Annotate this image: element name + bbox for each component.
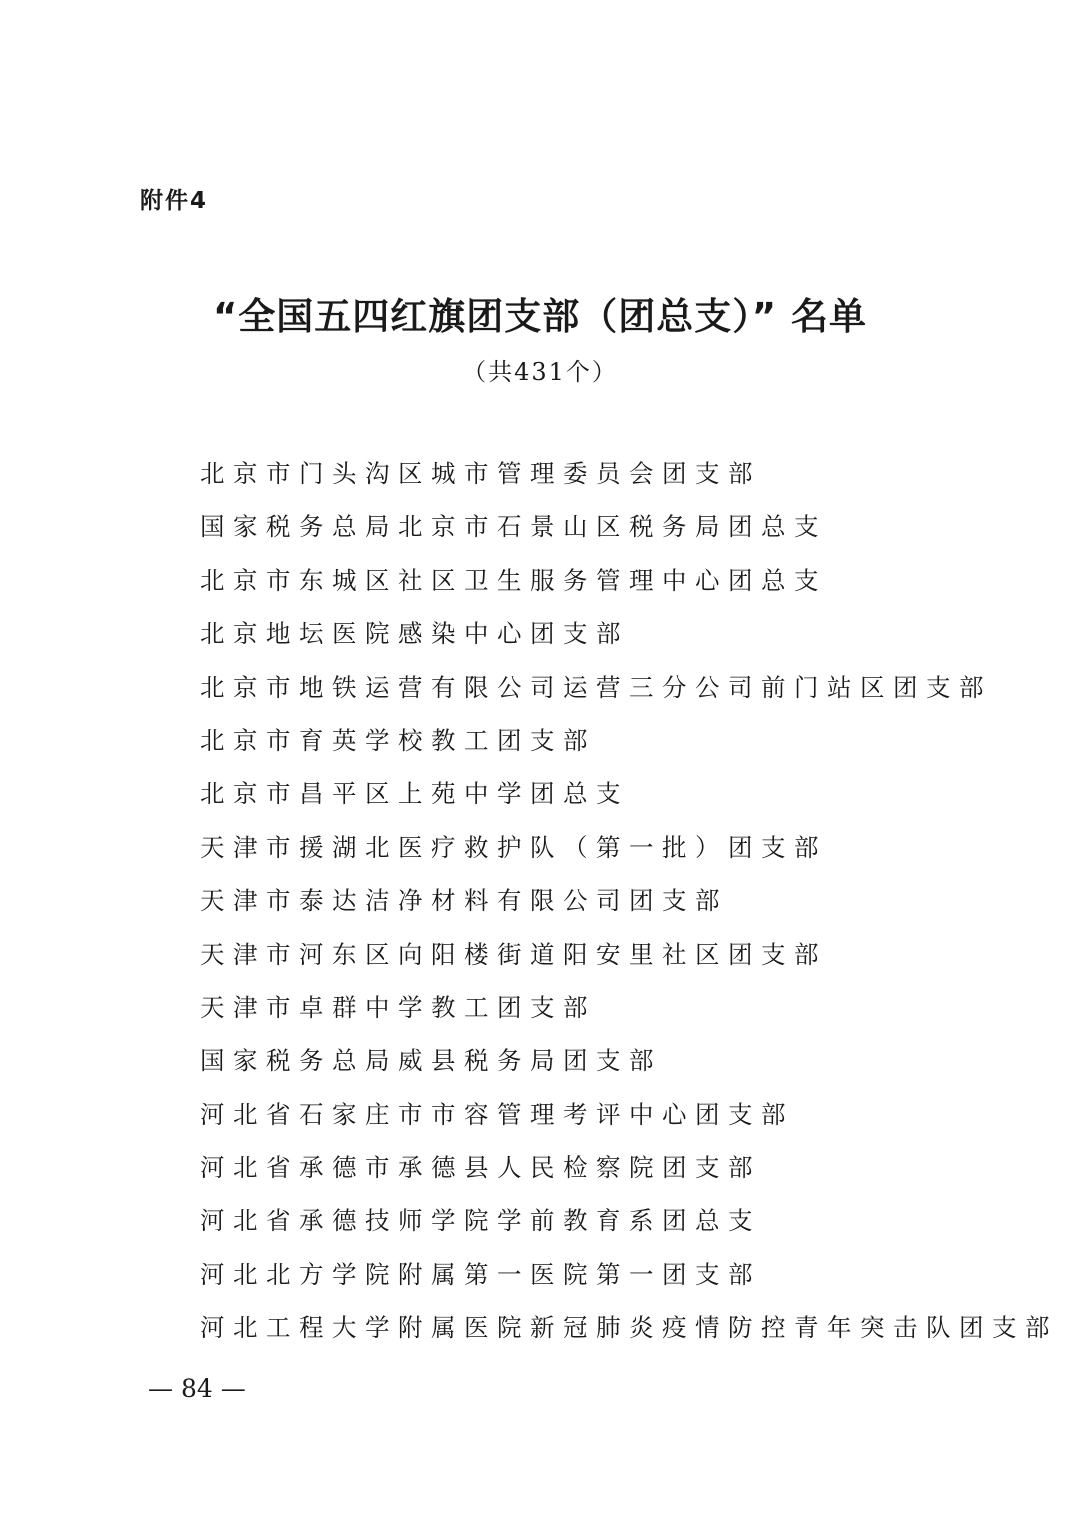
- list-item: 北京市东城区社区卫生服务管理中心团总支: [200, 565, 827, 595]
- list-item: 北京地坛医院感染中心团支部: [200, 619, 629, 649]
- page-number: — 84 —: [148, 1374, 246, 1403]
- list-item: 国家税务总局北京市石景山区税务局团总支: [200, 512, 827, 542]
- list-item: 北京市门头沟区城市管理委员会团支部: [200, 459, 761, 488]
- list-item: 北京市育英学校教工团支部: [200, 725, 596, 755]
- list-item: 河北省承德技师学院学前教育系团总支: [200, 1206, 761, 1236]
- document-title: “全国五四红旗团支部（团总支）” 名单: [212, 295, 867, 338]
- list-item: 天津市泰达洁净材料有限公司团支部: [200, 886, 728, 916]
- list-item: 天津市卓群中学教工团支部: [200, 992, 596, 1022]
- document-subtitle: （共431个）: [462, 358, 618, 386]
- list-item: 天津市援湖北医疗救护队（第一批）团支部: [200, 832, 827, 862]
- list-item: 天津市河东区向阳楼街道阳安里社区团支部: [200, 939, 827, 969]
- list-item: 河北省承德市承德县人民检察院团支部: [200, 1153, 761, 1183]
- list-item: 河北省石家庄市市容管理考评中心团支部: [200, 1099, 794, 1129]
- list-item: 北京市地铁运营有限公司运营三分公司前门站区团支部: [200, 672, 992, 702]
- list-item: 国家税务总局威县税务局团支部: [200, 1046, 662, 1076]
- list-item: 北京市昌平区上苑中学团总支: [200, 779, 629, 809]
- list-item: 河北北方学院附属第一医院第一团支部: [200, 1259, 761, 1289]
- organization-list: [200, 452, 1058, 1360]
- attachment-label: 附件4: [140, 188, 209, 214]
- list-item: 河北工程大学附属医院新冠肺炎疫情防控青年突击队团支部: [200, 1313, 1058, 1343]
